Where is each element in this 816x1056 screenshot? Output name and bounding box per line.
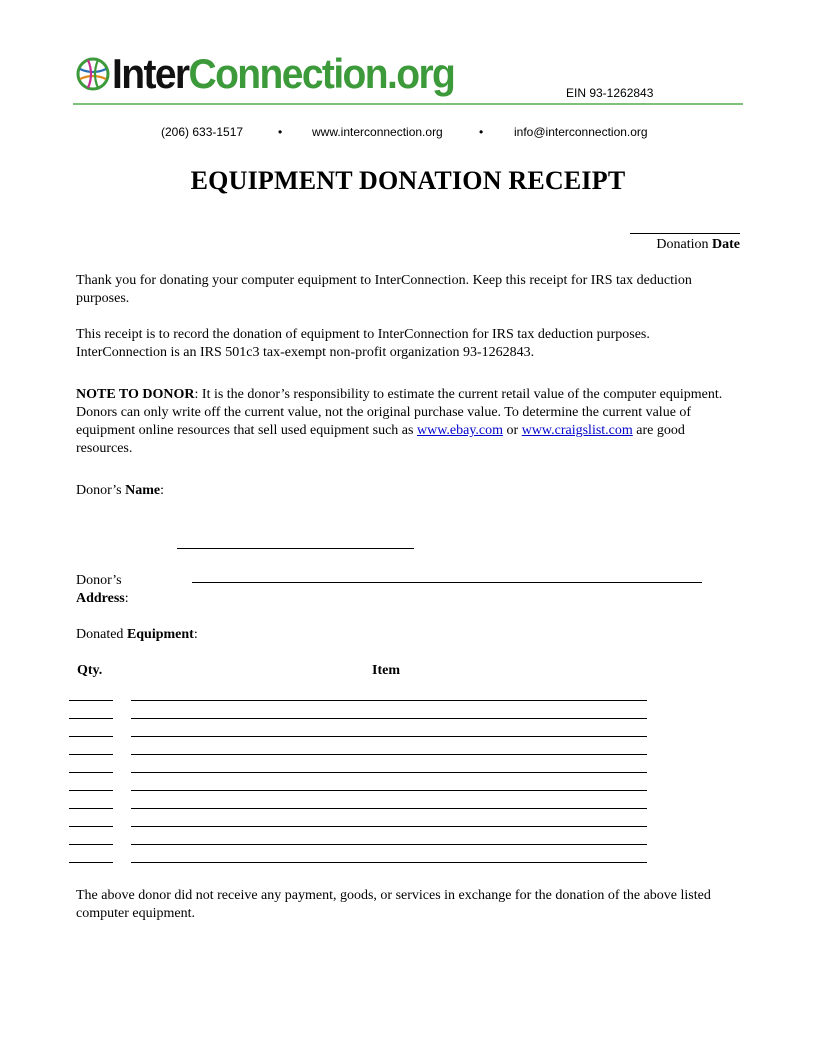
qty-field[interactable] bbox=[69, 736, 113, 737]
bullet-separator: • bbox=[479, 125, 484, 139]
phone-number: (206) 633-1517 bbox=[161, 125, 244, 139]
ein-number: EIN 93-1262843 bbox=[566, 86, 654, 100]
note-paragraph bbox=[76, 386, 726, 458]
page-title: EQUIPMENT DONATION RECEIPT bbox=[190, 166, 626, 195]
item-column-header: Item bbox=[372, 663, 400, 678]
donation-date-label bbox=[560, 237, 740, 253]
item-field[interactable] bbox=[131, 772, 647, 773]
item-field[interactable] bbox=[131, 790, 647, 791]
ebay-link[interactable]: www.ebay.com bbox=[416, 423, 504, 438]
donor-address-field[interactable] bbox=[192, 582, 702, 583]
item-field[interactable] bbox=[131, 700, 647, 701]
qty-field[interactable] bbox=[69, 718, 113, 719]
note-or: or bbox=[503, 423, 522, 438]
qty-column-header: Qty. bbox=[77, 663, 103, 678]
label-bold: Equipment bbox=[126, 627, 194, 642]
bullet-separator: • bbox=[278, 125, 283, 139]
qty-field[interactable] bbox=[69, 844, 113, 845]
website-link[interactable]: www.interconnection.org bbox=[312, 125, 443, 139]
donated-equipment-label bbox=[76, 626, 742, 644]
qty-field[interactable] bbox=[69, 790, 113, 791]
record-paragraph: This receipt is to record the donation of equipment to InterConnection for IRS tax deduction purposes. InterConnection is an IRS 501c3 tax-exempt non-profit organization 93-1262843. bbox=[76, 327, 650, 360]
qty-field[interactable] bbox=[69, 700, 113, 701]
item-field[interactable] bbox=[131, 862, 647, 863]
header-divider bbox=[73, 103, 743, 105]
qty-field[interactable] bbox=[69, 862, 113, 863]
footer-statement: The above donor did not receive any payment, goods, or services in exchange for the donation of the above listed computer equipment. bbox=[76, 888, 711, 921]
logo-text-connection: Connection.org bbox=[188, 50, 455, 98]
date-label-bold: Date bbox=[712, 237, 740, 252]
logo bbox=[76, 50, 454, 98]
item-field[interactable] bbox=[131, 844, 647, 845]
note-end: are good resources. bbox=[76, 423, 685, 456]
item-field[interactable] bbox=[131, 826, 647, 827]
label-suffix: : bbox=[124, 591, 129, 606]
label-suffix: : bbox=[160, 483, 165, 498]
item-field[interactable] bbox=[131, 808, 647, 809]
date-label-prefix: Donation bbox=[656, 237, 712, 252]
note-text: : It is the donor’s responsibility to estimate the current retail value of the computer equipment. Donors can only write off the current value, not the original purchase value. To determine the current value of equipment online resources that sell used equipment such as bbox=[76, 387, 723, 438]
label-prefix: Donated bbox=[76, 627, 127, 642]
logo-text-inter: Inter bbox=[112, 50, 189, 98]
label-prefix: Donor’s bbox=[76, 483, 126, 498]
thanks-paragraph: Thank you for donating your computer equipment to InterConnection. Keep this receipt for IRS tax deduction purposes. bbox=[76, 273, 692, 306]
date-blank-line bbox=[630, 233, 740, 234]
qty-field[interactable] bbox=[69, 772, 113, 773]
donor-address-label bbox=[76, 572, 196, 608]
globe-icon bbox=[76, 57, 110, 91]
item-field[interactable] bbox=[131, 736, 647, 737]
item-field[interactable] bbox=[131, 718, 647, 719]
qty-field[interactable] bbox=[69, 826, 113, 827]
craigslist-link[interactable]: www.craigslist.com bbox=[521, 423, 633, 438]
label-suffix: : bbox=[193, 627, 198, 642]
note-label: NOTE TO DONOR bbox=[76, 387, 195, 402]
email-link[interactable]: info@interconnection.org bbox=[514, 125, 648, 139]
label-bold: Name bbox=[125, 483, 161, 498]
donor-name-label bbox=[76, 482, 742, 500]
qty-field[interactable] bbox=[69, 808, 113, 809]
donor-name-field[interactable] bbox=[177, 548, 414, 549]
label-prefix: Donor’s bbox=[76, 573, 122, 588]
item-field[interactable] bbox=[131, 754, 647, 755]
qty-field[interactable] bbox=[69, 754, 113, 755]
label-bold: Address bbox=[76, 591, 125, 606]
